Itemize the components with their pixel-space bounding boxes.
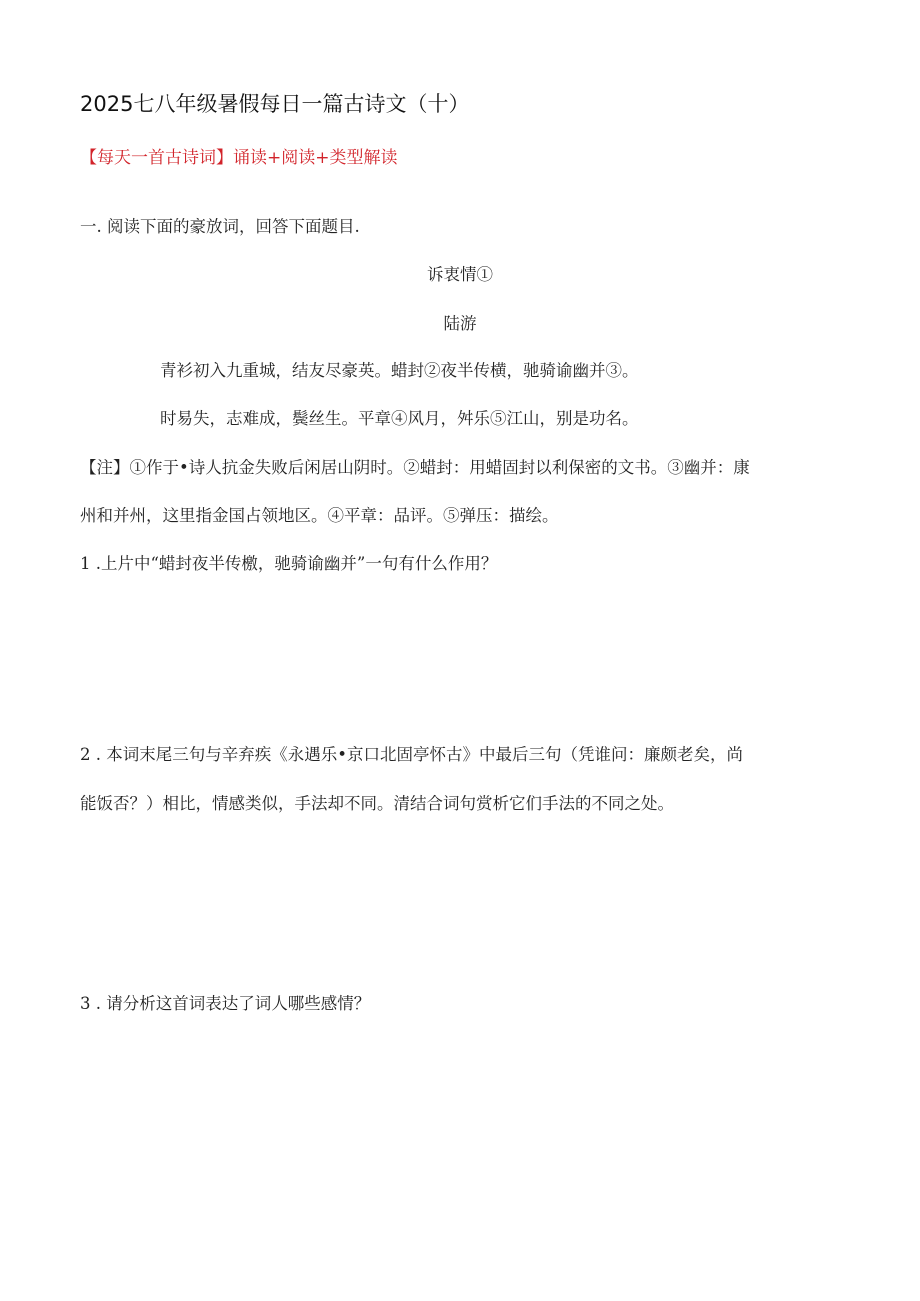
question-2-line-1: 2 . 本词末尾三句与辛弃疾《永遇乐•京口北固亭怀古》中最后三句（凭谁问：廉颇老矣，尚 [80,745,743,764]
section-intro: 一. 阅读下面的豪放词，回答下面题目. [80,217,360,236]
page-subtitle: 【每天一首古诗词】诵读+阅读+类型解读 [80,148,398,168]
poem-notes-line: 州和并州，这里指金国占领地区。④平章：品评。⑤弹压：描绘。 [80,506,559,525]
poem-author: 陆游 [443,314,477,333]
poem-title: 诉衷情① [427,265,493,284]
question-3: 3 . 请分析这首词表达了词人哪些感情？ [80,994,371,1013]
poem-notes-line: 【注】①作于•诗人抗金失败后闲居山阴时。②蜡封：用蜡固封以利保密的文书。③幽并：康 [80,458,750,477]
poem-line: 青衫初入九重城，结友尽豪英。蜡封②夜半传横，驰骑谕幽并③。 [160,361,639,380]
poem-line: 时易失，志难成，鬓丝生。平章④风月，舛乐⑤江山，别是功名。 [160,409,639,428]
page-title: 2025七八年级暑假每日一篇古诗文（十） [80,92,470,116]
question-2-line-2: 能饭否？）相比，情感类似，手法却不同。清结合词句赏析它们手法的不同之处。 [80,794,674,813]
question-1: 1 .上片中“蜡封夜半传檄，驰骑谕幽并”一句有什么作用？ [80,554,498,573]
